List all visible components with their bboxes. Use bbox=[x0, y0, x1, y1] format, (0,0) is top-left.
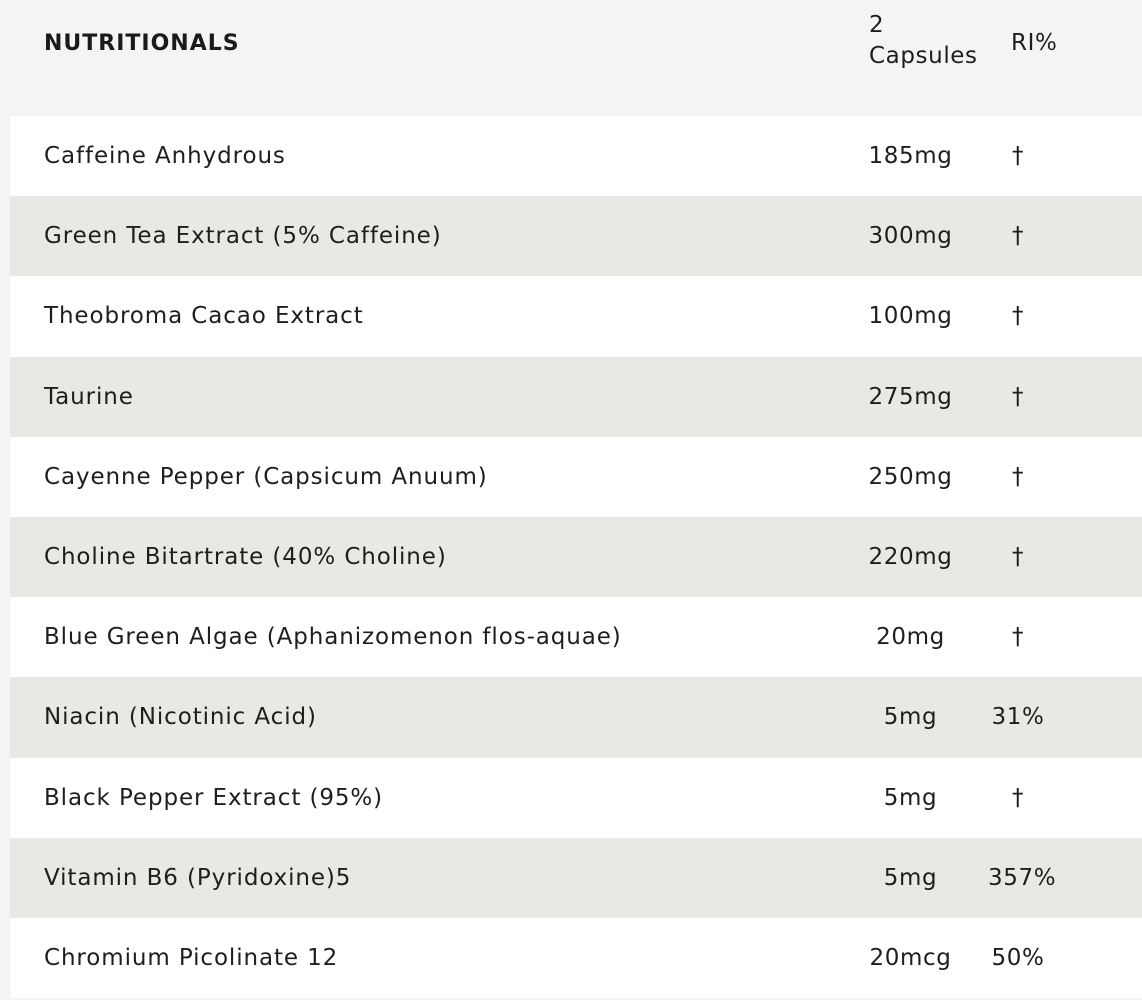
ingredient-ri: † bbox=[1011, 463, 1025, 490]
ingredient-amount: 300mg bbox=[868, 223, 953, 250]
ingredient-name: Taurine bbox=[44, 383, 134, 410]
ingredient-ri: 357% bbox=[988, 864, 1057, 891]
table-body bbox=[10, 116, 1142, 998]
amount-column-header: 2 Capsules bbox=[869, 12, 978, 69]
ingredient-name: Black Pepper Extract (95%) bbox=[44, 784, 384, 811]
table-row bbox=[10, 677, 1142, 757]
ingredient-amount: 220mg bbox=[868, 543, 953, 570]
ingredient-amount: 100mg bbox=[868, 303, 953, 330]
ri-column-header: RI% bbox=[1011, 30, 1058, 56]
ingredient-name: Green Tea Extract (5% Caffeine) bbox=[44, 223, 442, 250]
ingredient-amount: 250mg bbox=[868, 463, 953, 490]
ingredient-amount: 185mg bbox=[868, 143, 953, 169]
ingredient-ri: † bbox=[1011, 303, 1025, 330]
ingredient-ri: † bbox=[1011, 543, 1025, 570]
table-row bbox=[10, 918, 1142, 998]
table-title: NUTRITIONALS bbox=[44, 31, 240, 56]
ingredient-amount: 275mg bbox=[868, 383, 953, 410]
ingredient-amount: 20mg bbox=[876, 624, 945, 651]
table-row bbox=[10, 838, 1142, 918]
ingredient-amount: 5mg bbox=[883, 864, 938, 891]
table-row bbox=[10, 597, 1142, 677]
ingredient-ri: † bbox=[1011, 624, 1025, 651]
ingredient-name: Chromium Picolinate 12 bbox=[44, 944, 339, 971]
table-row bbox=[10, 517, 1142, 597]
ingredient-name: Theobroma Cacao Extract bbox=[44, 303, 364, 330]
ingredient-name: Cayenne Pepper (Capsicum Anuum) bbox=[44, 463, 488, 490]
table-row bbox=[10, 276, 1142, 356]
ingredient-name: Vitamin B6 (Pyridoxine)5 bbox=[44, 864, 352, 891]
ingredient-name: Niacin (Nicotinic Acid) bbox=[44, 704, 317, 731]
ingredient-ri: † bbox=[1011, 784, 1025, 811]
table-row bbox=[10, 758, 1142, 838]
ingredient-ri: † bbox=[1011, 383, 1025, 410]
ingredient-ri: 31% bbox=[991, 704, 1045, 731]
ingredient-amount: 20mcg bbox=[869, 944, 952, 971]
ingredient-ri: † bbox=[1011, 223, 1025, 250]
ingredient-name: Blue Green Algae (Aphanizomenon flos-aquae) bbox=[44, 624, 622, 651]
ingredient-name: Caffeine Anhydrous bbox=[44, 143, 286, 169]
ingredient-ri: 50% bbox=[991, 944, 1045, 971]
table-row bbox=[10, 437, 1142, 517]
ingredient-name: Choline Bitartrate (40% Choline) bbox=[44, 543, 447, 570]
table-row bbox=[10, 357, 1142, 437]
table-header bbox=[0, 0, 1142, 116]
table-row bbox=[10, 196, 1142, 276]
table-row bbox=[10, 116, 1142, 196]
ingredient-ri: † bbox=[1011, 143, 1025, 169]
ingredient-amount: 5mg bbox=[883, 704, 938, 731]
ingredient-amount: 5mg bbox=[883, 784, 938, 811]
